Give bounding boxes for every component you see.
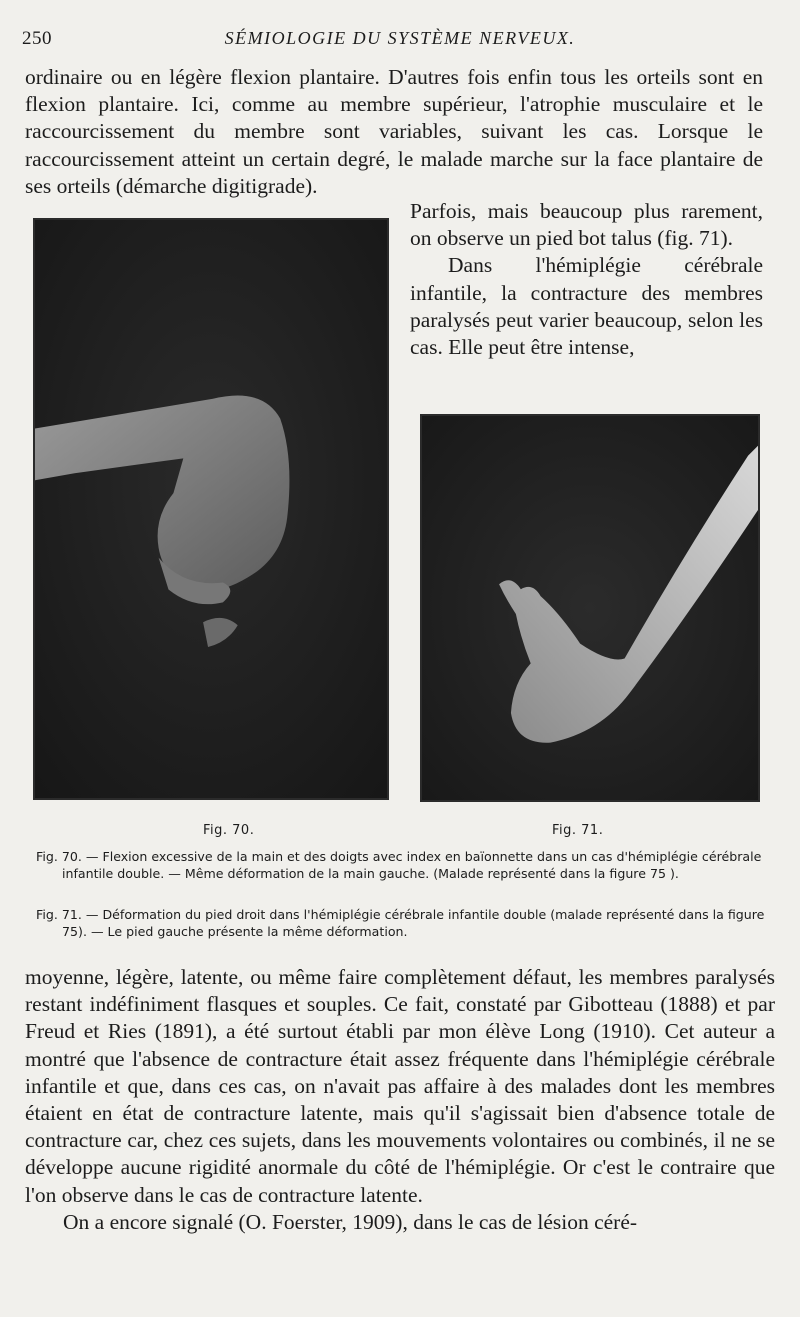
hand-photo-graphic (35, 220, 387, 798)
paragraph: Parfois, mais beaucoup plus rarement, on observe un pied bot talus (fig. 71). (410, 199, 763, 251)
caption-text: Fig. 71. — Déformation du pied droit dans l'hémiplégie cérébrale infantile double (malade représenté dans la figure 75). — Le pied gauche présente la même déformation. (36, 907, 765, 939)
figure-70-label: Fig. 70. (203, 823, 255, 838)
paragraph: On a encore signalé (O. Foerster, 1909), dans le cas de lésion céré- (63, 1209, 638, 1234)
caption-figure-70 (36, 849, 784, 882)
body-text-bottom (25, 964, 775, 1236)
paragraph: Dans l'hémiplégie cérébrale infantile, la contracture des membres paralysés peut varier beaucoup, selon les cas. Elle peut être intense, (410, 253, 763, 360)
figure-71-label: Fig. 71. (552, 823, 604, 838)
paragraph: ordinaire ou en légère flexion plantaire. D'autres fois enfin tous les orteils sont en flexion plantaire. Ici, comme au membre supérieur, l'atrophie musculaire et le raccourcissement du membre sont variables, suivant les cas. Lorsque le raccourcissement atteint un certain degré, le malade marche sur la face plantaire de ses orteils (démarche digitigrade). (25, 65, 763, 198)
foot-photo-graphic (422, 416, 758, 800)
figure-70-photo (33, 218, 389, 800)
running-title: SÉMIOLOGIE DU SYSTÈME NERVEUX. (224, 28, 576, 48)
caption-figure-71 (36, 907, 784, 940)
paragraph: moyenne, légère, latente, ou même faire complètement défaut, les membres paralysés restant indéfiniment flasques et souples. Ce fait, constaté par Gibotteau (1888) et par Freud et Ries (1891), a été surtout établi par mon élève Long (1910). Cet auteur a montré que l'absence de contracture était assez fréquente dans l'hémiplégie cérébrale infantile et que, dans ces cas, on n'avait pas affaire à des malades dont les membres étaient en état de contracture latente, mais qu'il s'agissait bien d'absence totale de contracture car, chez ces sujets, dans les mouvements volontaires ou combinés, il ne se développe aucune rigidité anormale du côté de l'hémiplégie. Or c'est le contraire que l'on observe dans le cas de contracture latente. (25, 965, 775, 1207)
body-text-side (410, 198, 763, 361)
body-text-top (25, 64, 763, 200)
figure-71-photo (420, 414, 760, 802)
page-number: 250 (22, 28, 52, 49)
caption-text: Fig. 70. — Flexion excessive de la main et des doigts avec index en baïonnette dans un cas d'hémiplégie cérébrale infantile double. — Même déformation de la main gauche. (Malade représenté dans la figure 75 ). (36, 849, 762, 881)
